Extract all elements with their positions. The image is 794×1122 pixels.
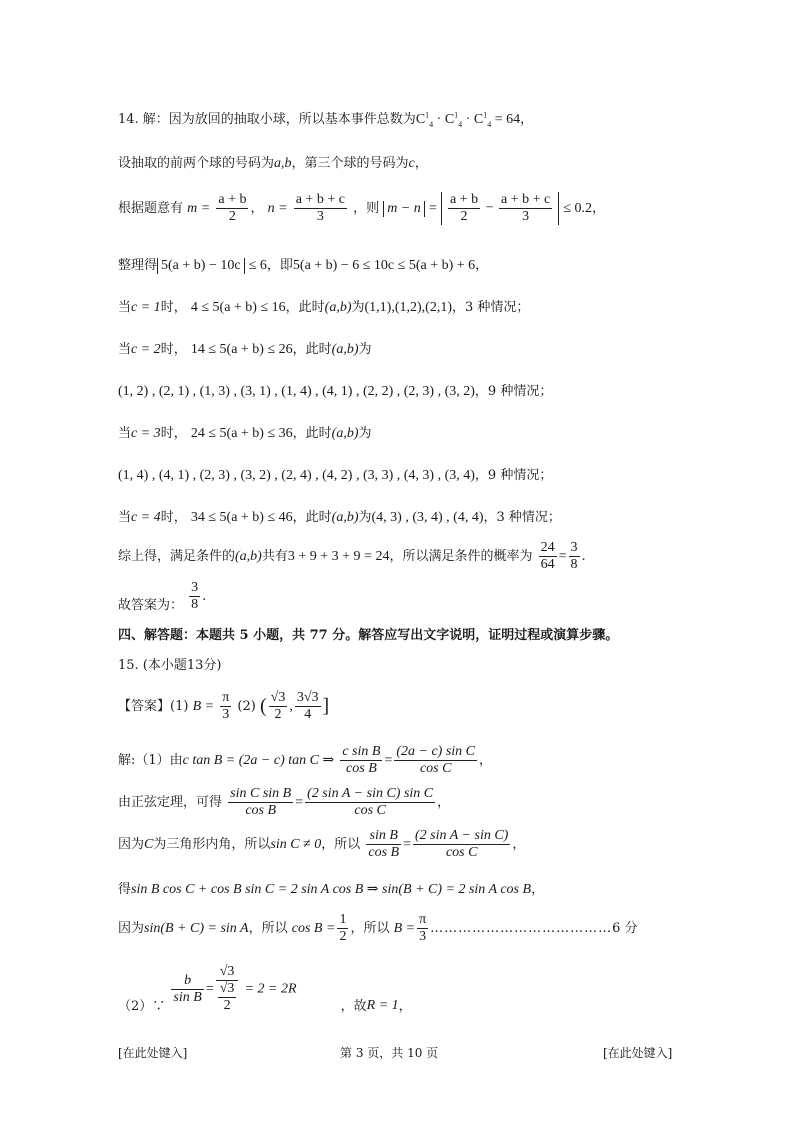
solution-step-3: 因为C为三角形内角，所以sin C ≠ 0，所以 $\frac{\text{sin B}}{\text{cos B}}$ = $\frac{\text{(2 sin A − sin C)}}{\text{cos C}}$ ， bbox=[118, 828, 526, 860]
line-case-c3: 当c = 3时， 24 ≤ 5(a + b) ≤ 36，此时(a,b)为 bbox=[118, 426, 372, 441]
fraction: $\frac{a + b}{2}$ bbox=[449, 192, 479, 224]
fraction: $\frac{\text{c sin B}}{\text{cos B}}$ bbox=[342, 744, 381, 776]
fraction: $\frac{a + b + c}{3}$ bbox=[295, 192, 345, 224]
fraction: $\frac{b}{\text{sin B}}$ bbox=[173, 972, 202, 1005]
fraction: $\frac{a + b + c}{3}$ bbox=[501, 192, 551, 224]
fraction: $\frac{\text{(2 sin A − sin C) sin C}}{\text{cos C}}$ bbox=[307, 786, 434, 818]
fraction: $\frac{\text{sin C sin B}}{\text{cos B}}$ bbox=[230, 786, 292, 818]
answer-line: 【答案】(1) B = $\frac{\pi}{3}$ (2) ( √ $\frac{3}{2}$ , $\frac{3√3}{4}$ ] bbox=[118, 690, 329, 723]
line-summary: 综上得，满足条件的(a,b)共有3 + 9 + 3 + 9 = 24，所以满足条件的概率为 $\frac{24}{64}$ = $\frac{3}{8}$ . bbox=[118, 540, 586, 572]
footer-right: [在此处键入] bbox=[603, 1046, 673, 1060]
line-condition: 根据题意有 m = $\frac{a + b}{2}$ ， n = $\frac{a + b + c}{3}$ ，则 m − n = $\frac{a + b}{2}$ − $\frac{a + b + c}{3}$ ≤ 0.2， bbox=[118, 192, 606, 224]
line-case-c3-list: (1, 4) , (4, 1) , (2, 3) , (3, 2) , (2, 4) , (4, 2) , (3, 3) , (4, 3) , (3, 4)，9 种情况； bbox=[118, 468, 553, 483]
fraction: $\frac{3√3}{4}$ bbox=[296, 690, 319, 722]
section-heading: 四、解答题：本题共 5 小题，共 77 分。解答应写出文字说明，证明过程或演算步骤。 bbox=[118, 628, 619, 643]
fraction: $\frac{\text{sin B}}{\text{cos B}}$ bbox=[368, 828, 400, 860]
solution-part-2: （2）∵ $\frac{b}{\text{sin B}}$ = $\frac{√3}{\frac{√3}{2}}$ = 2 = 2R ，故R = 1， bbox=[118, 964, 412, 1014]
line-answer: 故答案为： $\frac{3}{8}$ . bbox=[118, 580, 207, 613]
solution-step-1: 解:（1）由c tan B = (2a − c) tan C ⇒ $\frac{\text{c sin B}}{\text{cos B}}$ = $\frac{\text{(2a − c) sin C}}{\text{cos C}}$ ， bbox=[118, 744, 493, 776]
fraction: $\frac{\pi}{3}$ bbox=[222, 690, 230, 722]
fraction: $\frac{a + b}{2}$ bbox=[218, 192, 247, 224]
fraction: $\frac{3}{8}$ bbox=[191, 580, 199, 612]
solution-step-4: 得sin B cos C + cos B sin C = 2 sin A cos B ⇒ sin(B + C) = 2 sin A cos B， bbox=[118, 882, 545, 897]
fraction: $\frac{\text{(2a − c) sin C}}{\text{cos C}}$ bbox=[396, 744, 476, 776]
fraction: $\frac{√3}{\frac{√3}{2}}$ bbox=[216, 964, 239, 1014]
line-14-intro: 14. 解：因为放回的抽取小球，所以基本事件总数为$C^1_4 \cdot C^1_4 \cdot C^1_4 = 64$， bbox=[118, 110, 534, 129]
fraction: $\frac{1}{2}$ bbox=[339, 912, 347, 944]
line-case-c4: 当c = 4时， 34 ≤ 5(a + b) ≤ 46，此时(a,b)为(4, 3) , (3, 4) , (4, 4)，3 种情况； bbox=[118, 510, 561, 525]
line-case-c2: 当c = 2时， 14 ≤ 5(a + b) ≤ 26，此时(a,b)为 bbox=[118, 342, 372, 357]
fraction: $\frac{3}{8}$ bbox=[570, 540, 578, 572]
problem-15-title: 15. (本小题13分) bbox=[118, 658, 222, 673]
footer-left: [在此处键入] bbox=[118, 1046, 188, 1060]
fraction: √ $\frac{3}{2}$ bbox=[269, 690, 288, 723]
solution-step-2: 由正弦定理，可得 $\frac{\text{sin C sin B}}{\text{cos B}}$ = $\frac{\text{(2 sin A − sin C) sin C}}{\text{cos C}}$ ， bbox=[118, 786, 451, 818]
footer-page-number: 第 3 页，共 10 页 bbox=[340, 1046, 439, 1060]
line-case-c2-list: (1, 2) , (2, 1) , (1, 3) , (3, 1) , (1, 4) , (4, 1) , (2, 2) , (2, 3) , (3, 2)，9 种情况； bbox=[118, 384, 553, 399]
score-label: 6 分 bbox=[612, 921, 638, 936]
line-variables: 设抽取的前两个球的号码为a,b，第三个球的号码为c， bbox=[118, 156, 428, 171]
fraction: $\frac{\text{(2 sin A − sin C)}}{\text{cos C}}$ bbox=[415, 828, 509, 860]
fraction: $\frac{\pi}{3}$ bbox=[419, 912, 427, 944]
solution-step-5: 因为sin(B + C) = sin A，所以 cos B = $\frac{1}{2}$ ，所以 B = $\frac{\pi}{3}$ …………………………………6 分 bbox=[118, 912, 638, 944]
line-simplify: 整理得 5(a + b) − 10c ≤ 6，即5(a + b) − 6 ≤ 10c ≤ 5(a + b) + 6， bbox=[118, 257, 489, 273]
fraction: $\frac{24}{64}$ bbox=[540, 540, 555, 572]
line-case-c1: 当c = 1时， 4 ≤ 5(a + b) ≤ 16，此时(a,b)为(1,1),(1,2),(2,1)，3 种情况； bbox=[118, 300, 530, 315]
